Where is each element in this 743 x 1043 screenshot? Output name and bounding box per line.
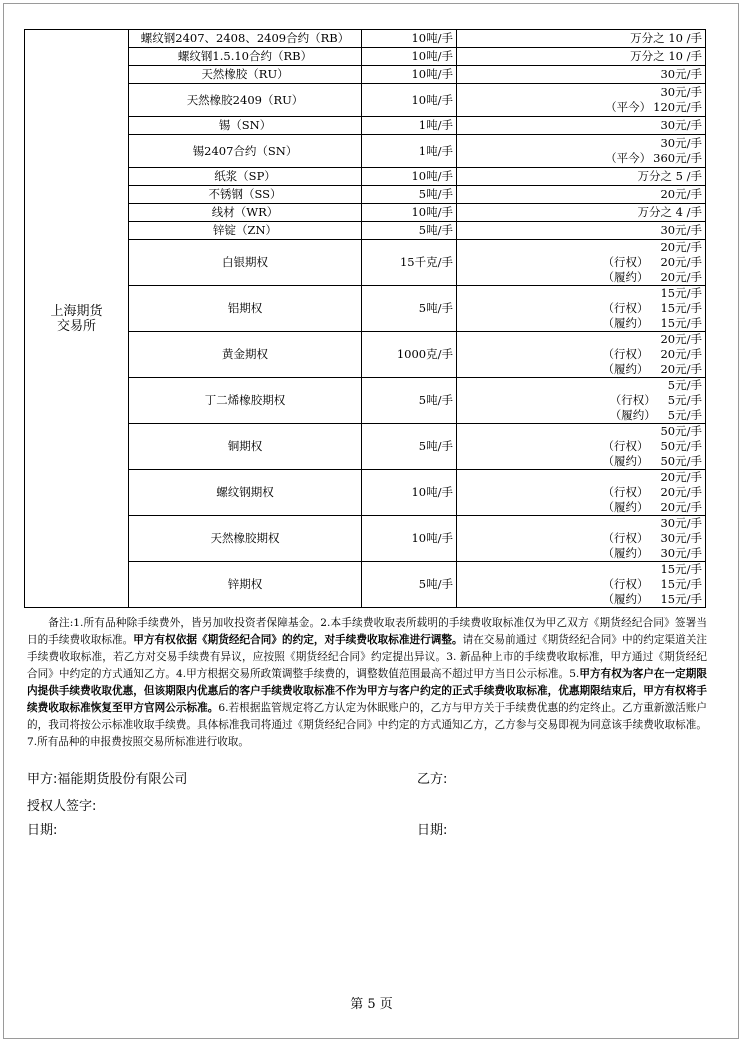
contract-unit: 5吨/手 (362, 222, 457, 240)
fee-type-tag: （履约） (602, 454, 649, 468)
fee-value: 20元/手 (660, 240, 702, 254)
fee-table (24, 29, 706, 608)
fee-line (460, 136, 702, 151)
product-name: 黄金期权 (129, 332, 362, 378)
fee-value: 50元/手 (660, 454, 702, 468)
fee-cell (457, 378, 706, 424)
notes-bold-segment: 甲方有权依据《期货经纪合同》的约定，对手续费收取标准进行调整。 (133, 634, 463, 646)
fee-value: 万分之 5 /手 (637, 169, 702, 183)
fee-value: 30元/手 (660, 546, 702, 560)
fee-line (460, 531, 702, 546)
fee-cell (457, 424, 706, 470)
fee-line (460, 151, 702, 166)
product-name: 铝期权 (129, 286, 362, 332)
contract-unit: 10吨/手 (362, 84, 457, 117)
contract-unit: 10吨/手 (362, 516, 457, 562)
fee-line (460, 424, 702, 439)
contract-unit: 5吨/手 (362, 424, 457, 470)
contract-unit: 5吨/手 (362, 286, 457, 332)
fee-type-tag: （行权） (602, 439, 649, 453)
fee-line (460, 577, 702, 592)
fee-line (460, 562, 702, 577)
date-b-label: 日期: (417, 823, 448, 838)
table-row (25, 30, 706, 48)
fee-type-tag: （平今） (605, 151, 652, 165)
product-name: 天然橡胶（RU） (129, 66, 362, 84)
fee-line (460, 347, 702, 362)
fee-line (460, 67, 702, 82)
fee-value: 360元/手 (653, 151, 702, 165)
fee-line (460, 592, 702, 607)
product-name: 纸浆（SP） (129, 168, 362, 186)
contract-unit: 10吨/手 (362, 30, 457, 48)
fee-value: 15元/手 (660, 592, 702, 606)
fee-cell (457, 204, 706, 222)
fee-line (460, 31, 702, 46)
fee-type-tag: （履约） (609, 408, 656, 422)
fee-cell (457, 562, 706, 608)
fee-value: 15元/手 (660, 301, 702, 315)
contract-unit: 1吨/手 (362, 117, 457, 135)
fee-value: 20元/手 (660, 485, 702, 499)
fee-value: 万分之 4 /手 (637, 205, 702, 219)
fee-value: 120元/手 (653, 100, 702, 114)
product-name: 螺纹钢1.5.10合约（RB） (129, 48, 362, 66)
notes-bold-segment: 甲方有权为客户在一定期限内提供手续费收取优惠，但该期限内优惠后的客户手续费收取标准不作为甲方与客户约定的正式手续费收取标准，优惠期限结束后，甲方有权将手续费收取标准恢复至甲方官网公示标准。 (27, 668, 708, 714)
fee-value: 30元/手 (660, 67, 702, 81)
product-name: 锡2407合约（SN） (129, 135, 362, 168)
fee-line (460, 255, 702, 270)
fee-line (460, 516, 702, 531)
fee-value: 万分之 10 /手 (630, 49, 702, 63)
product-name: 不锈钢（SS） (129, 186, 362, 204)
fee-cell (457, 66, 706, 84)
fee-value: 20元/手 (660, 362, 702, 376)
notes-paragraph (27, 615, 707, 751)
product-name: 线材（WR） (129, 204, 362, 222)
exchange-name: 上海期货 交易所 (25, 30, 129, 608)
party-b-label: 乙方: (417, 772, 448, 787)
fee-value: 15元/手 (660, 286, 702, 300)
fee-line (460, 485, 702, 500)
contract-unit: 1000克/手 (362, 332, 457, 378)
product-name: 白银期权 (129, 240, 362, 286)
fee-type-tag: （行权） (602, 301, 649, 315)
product-name: 螺纹钢期权 (129, 470, 362, 516)
fee-cell (457, 470, 706, 516)
fee-cell (457, 48, 706, 66)
fee-line (460, 100, 702, 115)
fee-type-tag: （行权） (609, 393, 656, 407)
fee-value: 50元/手 (660, 424, 702, 438)
contract-unit: 5吨/手 (362, 562, 457, 608)
fee-cell (457, 117, 706, 135)
fee-line (460, 362, 702, 377)
fee-type-tag: （行权） (602, 577, 649, 591)
fee-line (460, 439, 702, 454)
notes-segment: 请在交易前通过《期货经纪合同》中的约定渠道关注手续费收取标准，若乙方对交易手续费有异议，应按照《期货经纪合同》约定提出异议。3. 新品种上市的手续费收取标准，甲方通过《期货经纪合同》中约定的方式通知乙方。4.甲方根据交易所政策调整手续费的，调整数值范围最高不超过甲方当日公示标准。5. (27, 634, 708, 680)
fee-type-tag: （履约） (602, 270, 649, 284)
fee-cell (457, 186, 706, 204)
fee-line (460, 408, 702, 423)
fee-line (460, 332, 702, 347)
fee-type-tag: （行权） (602, 255, 649, 269)
fee-value: 50元/手 (660, 439, 702, 453)
fee-cell (457, 516, 706, 562)
fee-line (460, 393, 702, 408)
notes-segment: 备注:1.所有品种除手续费外，皆另加收投资者保障基金。2.本手续费收取表所载明的手续费收取标准仅为甲乙双方《期货经纪合同》签署当日的手续费收取标准。 (27, 617, 707, 646)
party-a-label: 甲方:福能期货股份有限公司 (27, 772, 188, 787)
fee-value: 15元/手 (660, 562, 702, 576)
fee-value: 15元/手 (660, 316, 702, 330)
notes-segment: 6.若根据监管规定将乙方认定为休眠账户的，乙方与甲方关于手续费优惠的约定终止。乙方重新激活账户的，我司将按公示标准收取手续费。具体标准我司将通过《期货经纪合同》中约定的方式通知乙方，乙方参与交易即视为同意该手续费收取标准。7.所有品种的申报费按照交易所标准进行收取。 (27, 702, 708, 748)
authorized-signature-label: 授权人签字: (27, 799, 97, 814)
fee-type-tag: （履约） (602, 316, 649, 330)
fee-cell (457, 135, 706, 168)
fee-type-tag: （行权） (602, 531, 649, 545)
fee-value: 20元/手 (660, 470, 702, 484)
fee-type-tag: （履约） (602, 500, 649, 514)
product-name: 天然橡胶期权 (129, 516, 362, 562)
fee-cell (457, 30, 706, 48)
product-name: 丁二烯橡胶期权 (129, 378, 362, 424)
fee-value: 20元/手 (660, 187, 702, 201)
date-a-label: 日期: (27, 823, 58, 838)
fee-value: 30元/手 (660, 516, 702, 530)
fee-value: 20元/手 (660, 500, 702, 514)
contract-unit: 15千克/手 (362, 240, 457, 286)
product-name: 螺纹钢2407、2408、2409合约（RB） (129, 30, 362, 48)
fee-line (460, 454, 702, 469)
product-name: 锌期权 (129, 562, 362, 608)
fee-value: 20元/手 (660, 332, 702, 346)
page-number: 第 5 页 (350, 997, 393, 1012)
fee-value: 30元/手 (660, 223, 702, 237)
fee-cell (457, 286, 706, 332)
contract-unit: 10吨/手 (362, 168, 457, 186)
contract-unit: 5吨/手 (362, 378, 457, 424)
fee-line (460, 546, 702, 561)
fee-value: 30元/手 (660, 531, 702, 545)
fee-line (460, 470, 702, 485)
fee-value: 万分之 10 /手 (630, 31, 702, 45)
contract-unit: 10吨/手 (362, 204, 457, 222)
fee-line (460, 205, 702, 220)
fee-value: 20元/手 (660, 255, 702, 269)
fee-value: 20元/手 (660, 347, 702, 361)
fee-line (460, 316, 702, 331)
fee-cell (457, 332, 706, 378)
fee-cell (457, 84, 706, 117)
fee-line (460, 301, 702, 316)
fee-type-tag: （行权） (602, 485, 649, 499)
fee-type-tag: （履约） (602, 362, 649, 376)
fee-line (460, 223, 702, 238)
fee-line (460, 270, 702, 285)
product-name: 铜期权 (129, 424, 362, 470)
fee-value: 5元/手 (667, 408, 702, 422)
contract-unit: 10吨/手 (362, 48, 457, 66)
product-name: 锌锭（ZN） (129, 222, 362, 240)
fee-value: 5元/手 (667, 378, 702, 392)
fee-value: 30元/手 (660, 136, 702, 150)
fee-value: 30元/手 (660, 118, 702, 132)
fee-line (460, 240, 702, 255)
fee-line (460, 187, 702, 202)
fee-line (460, 169, 702, 184)
fee-type-tag: （行权） (602, 347, 649, 361)
contract-unit: 1吨/手 (362, 135, 457, 168)
fee-line (460, 286, 702, 301)
product-name: 天然橡胶2409（RU） (129, 84, 362, 117)
fee-value: 20元/手 (660, 270, 702, 284)
fee-value: 5元/手 (667, 393, 702, 407)
fee-line (460, 85, 702, 100)
fee-value: 15元/手 (660, 577, 702, 591)
fee-cell (457, 222, 706, 240)
fee-line (460, 49, 702, 64)
fee-cell (457, 240, 706, 286)
fee-type-tag: （履约） (602, 592, 649, 606)
fee-line (460, 118, 702, 133)
fee-type-tag: （履约） (602, 546, 649, 560)
fee-value: 30元/手 (660, 85, 702, 99)
contract-unit: 10吨/手 (362, 470, 457, 516)
fee-type-tag: （平今） (605, 100, 652, 114)
fee-line (460, 378, 702, 393)
contract-unit: 10吨/手 (362, 66, 457, 84)
fee-cell (457, 168, 706, 186)
contract-unit: 5吨/手 (362, 186, 457, 204)
fee-line (460, 500, 702, 515)
product-name: 锡（SN） (129, 117, 362, 135)
